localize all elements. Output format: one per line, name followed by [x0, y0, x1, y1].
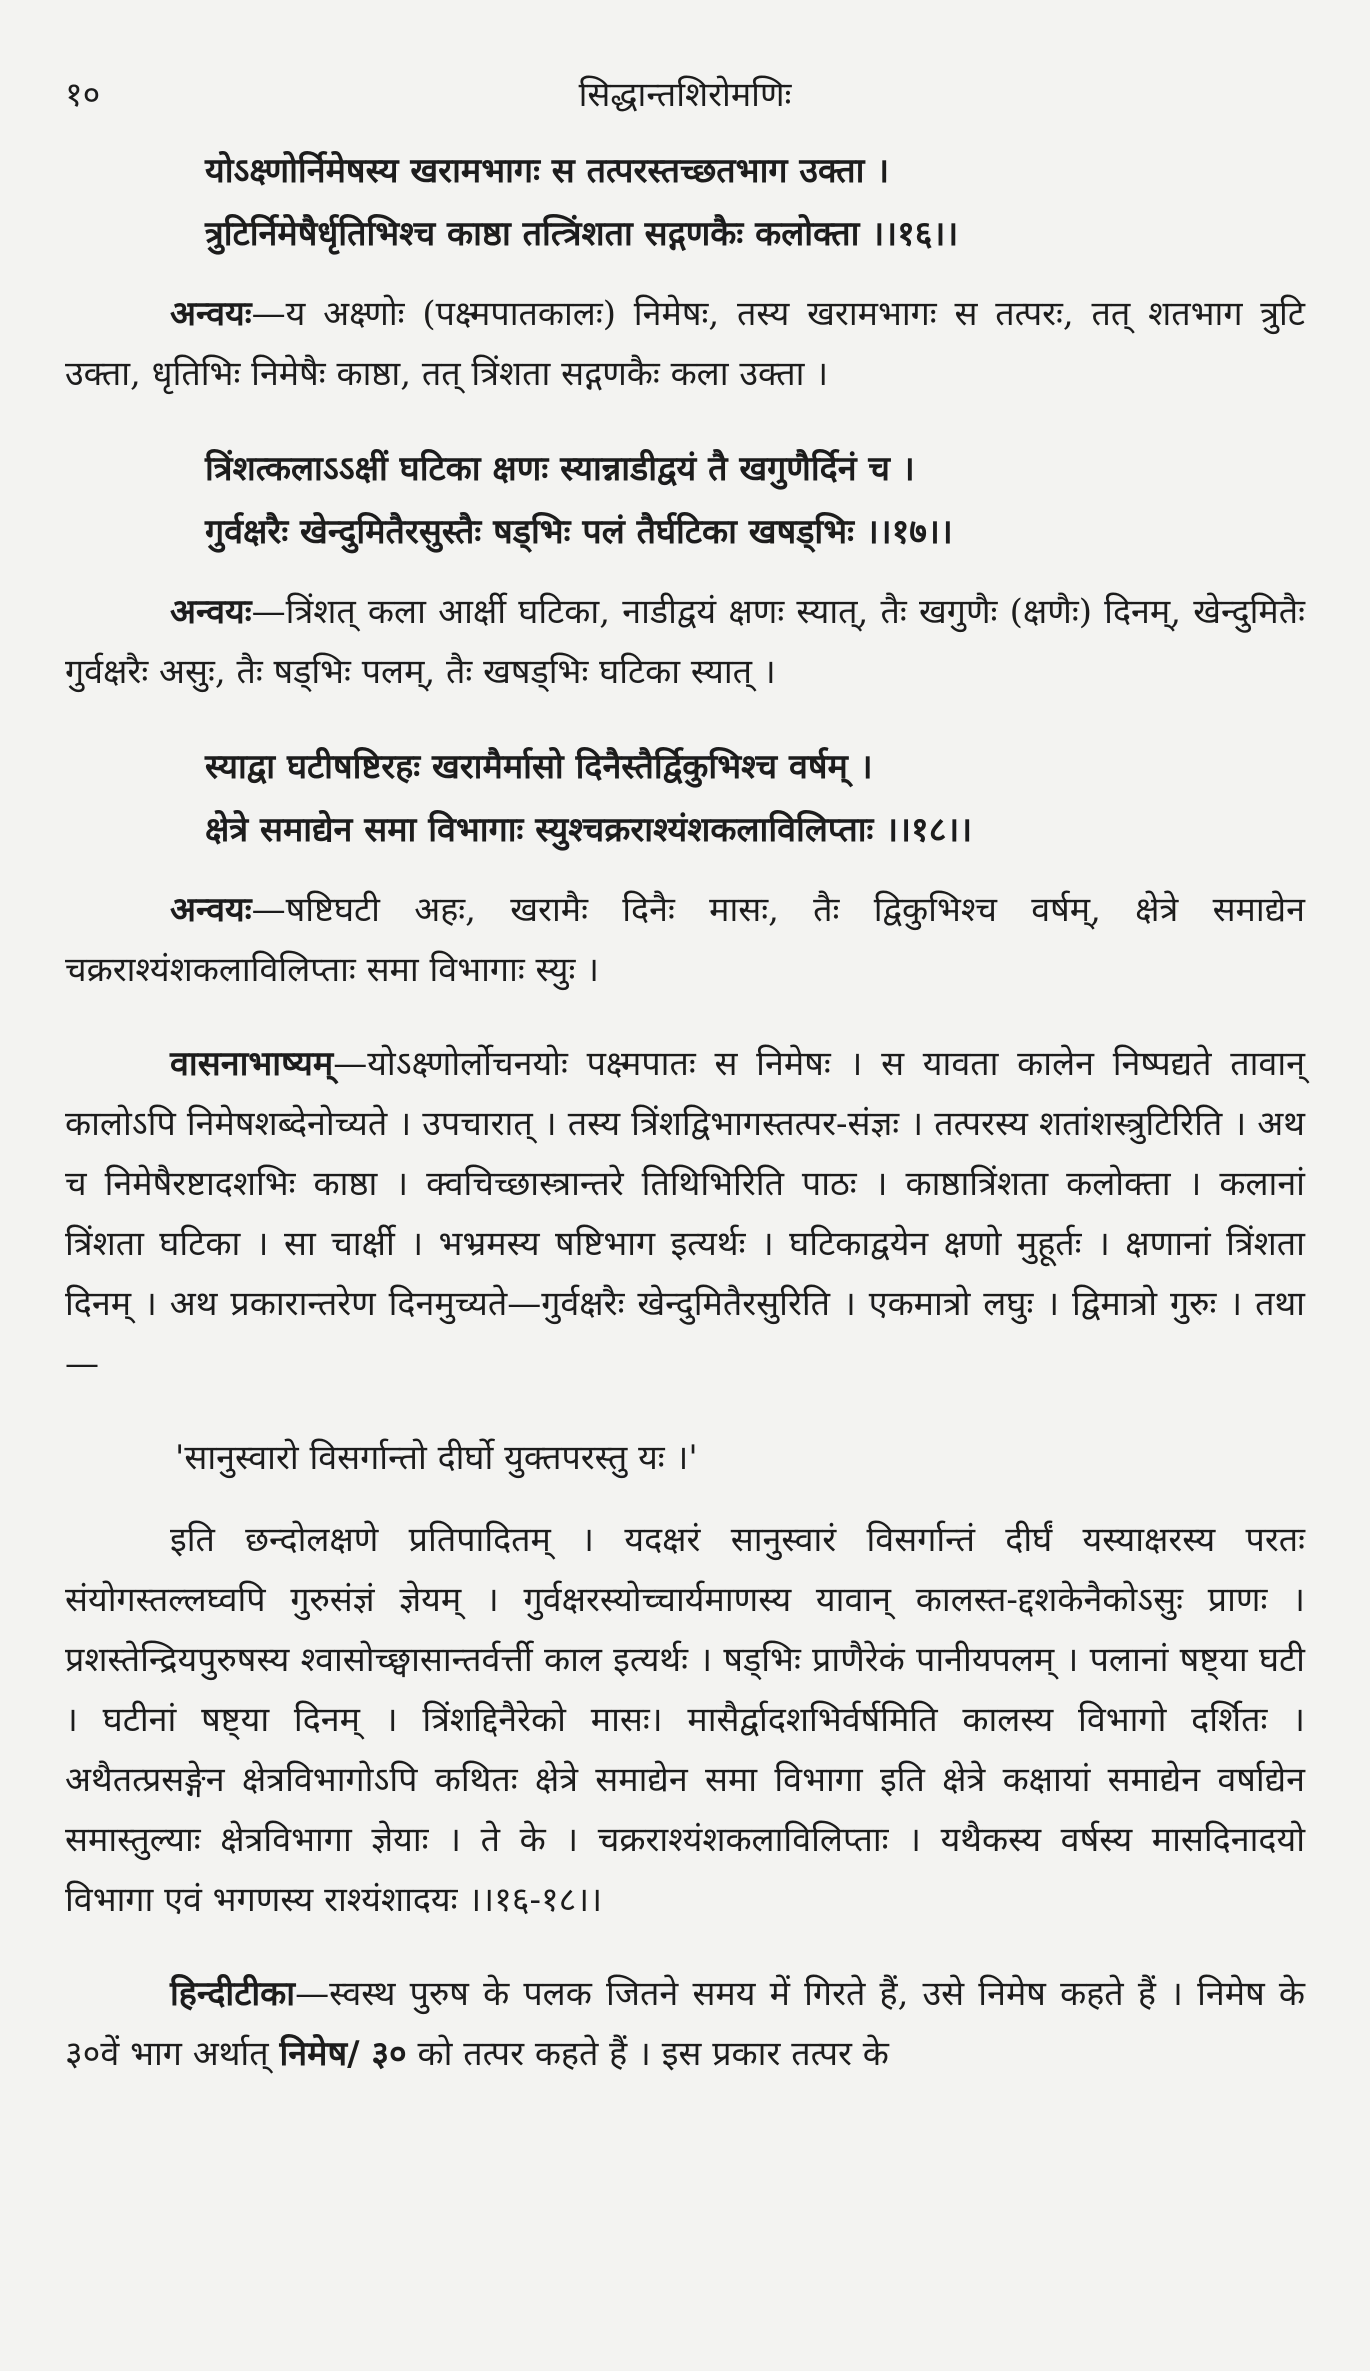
anvaya-label: अन्वयः [170, 890, 252, 930]
verse-18 [65, 736, 1305, 862]
running-title: सिद्धान्तशिरोमणिः [578, 75, 792, 115]
anvaya-label: अन्वयः [170, 592, 252, 632]
hindi-label: हिन्दीटीका [170, 1974, 296, 2014]
anvaya-label: अन्वयः [170, 294, 252, 334]
anvaya-16 [65, 284, 1305, 404]
hindi-text-1: —स्वस्थ पुरुष के पलक जितने समय में गिरते हैं, उसे निमेष कहते हैं । निमेष के ३०वें भाग अर्थात् [65, 1974, 1305, 2074]
anvaya-18 [65, 880, 1305, 1000]
page-header [65, 60, 1305, 120]
vasana-text: —योऽक्ष्णोर्लोचनयोः पक्ष्मपातः स निमेषः । स यावता कालेन निष्पद्यते तावान् कालोऽपि निमेषशब्देनोच्यते । उपचारात् । तस्य त्रिंशद्विभागस्तत्पर-संज्ञः । तत्परस्य शतांशस्त्रुटिरिति । अथ च निमेषैरष्टादशभिः काष्ठा । क्वचिच्छास्त्रान्तरे तिथिभिरिति पाठः । काष्ठात्रिंशता कलोक्ता । कलानां त्रिंशता घटिका । सा चार्क्षी । भभ्रमस्य षष्टिभाग इत्यर्थः । घटिकाद्वयेन क्षणो मुहूर्तः । क्षणानां त्रिंशता दिनम् । अथ प्रकारान्तरेण दिनमुच्यते—गुर्वक्षरैः खेन्दुमितैरसुरिति । एकमात्रो लघुः । द्विमात्रो गुरुः । तथा— [65, 1044, 1305, 1384]
vasana-bhashya [65, 1034, 1305, 1394]
commentary-continued: इति छन्दोलक्षणे प्रतिपादितम् । यदक्षरं सानुस्वारं विसर्गान्तं दीर्घं यस्याक्षरस्य परतः संयोगस्तल्लघ्वपि गुरुसंज्ञं ज्ञेयम् । गुर्वक्षरस्योच्चार्यमाणस्य यावान् कालस्त-द्दशकेनैकोऽसुः प्राणः । प्रशस्तेन्द्रियपुरुषस्य श्वासोच्छ्वासान्तर्वर्त्ती काल इत्यर्थः । षड्भिः प्राणैरेकं पानीयपलम् । पलानां षष्ट्या घटी । घटीनां षष्ट्या दिनम् । त्रिंशद्दिनैरेको मासः। मासैर्द्वादशभिर्वर्षमिति कालस्य विभागो दर्शितः । अथैतत्प्रसङ्गेन क्षेत्रविभागोऽपि कथितः क्षेत्रे समाद्येन समा विभागा इति क्षेत्रे कक्षायां समाद्येन वर्षाद्येन समास्तुल्याः क्षेत्रविभागा ज्ञेयाः । ते के । चक्रराश्यंशकलाविलिप्ताः । यथैकस्य वर्षस्य मासदिनादयो विभागा एवं भगणस्य राश्यंशादयः ।।१६-१८।। [65, 1520, 1305, 1920]
anvaya-text: —त्रिंशत् कला आर्क्षी घटिका, नाडीद्वयं क्षणः स्यात्, तैः खगुणैः (क्षणैः) दिनम्, खेन्दुमितैः गुर्वक्षरैः असुः, तैः षड्भिः पलम्, तैः खषड्भिः घटिका स्यात् । [65, 592, 1305, 692]
hindi-bold-term: निमेष/ ३० [279, 2034, 407, 2074]
verse-line: त्रिंशत्कलाऽऽक्षीं घटिका क्षणः स्यान्नाडीद्वयं तै खगुणैर्दिनं च । [205, 449, 915, 489]
page-number: १० [65, 75, 101, 115]
verse-line: क्षेत्रे समाद्येन समा विभागाः स्युश्चक्रराश्यंशकलाविलिप्ताः ।।१८।। [205, 810, 973, 850]
quoted-verse: 'सानुस्वारो विसर्गान्तो दीर्घो युक्तपरस्तु यः ।' [175, 1438, 698, 1478]
verse-17 [65, 438, 1305, 564]
anvaya-17 [65, 582, 1305, 702]
anvaya-text: —षष्टिघटी अहः, खरामैः दिनैः मासः, तैः द्विकुभिश्च वर्षम्, क्षेत्रे समाद्येन चक्रराश्यंशकलाविलिप्ताः समा विभागाः स्युः । [65, 890, 1305, 990]
verse-line: गुर्वक्षरैः खेन्दुमितैरसुस्तैः षड्भिः पलं तैर्घटिका खषड्भिः ।।१७।। [205, 512, 953, 552]
verse-line: योऽक्ष्णोर्निमेषस्य खरामभागः स तत्परस्तच्छतभाग उक्ता । [205, 151, 890, 191]
verse-line: त्रुटिर्निमेषैर्धृतिभिश्च काष्ठा तत्त्रिंशता सद्गणकैः कलोक्ता ।।१६।। [205, 214, 959, 254]
vasana-label: वासनाभाष्यम् [170, 1044, 334, 1084]
hindi-tika [65, 1964, 1305, 2084]
hindi-text-2: को तत्पर कहते हैं । इस प्रकार तत्पर के [406, 2034, 889, 2074]
verse-line: स्याद्वा घटीषष्टिरहः खरामैर्मासो दिनैस्तैर्द्विकुभिश्च वर्षम् । [205, 747, 873, 787]
anvaya-text: —य अक्ष्णोः (पक्ष्मपातकालः) निमेषः, तस्य खरामभागः स तत्परः, तत् शतभाग त्रुटि उक्ता, धृतिभिः निमेषैः काष्ठा, तत् त्रिंशता सद्गणकैः कला उक्ता । [65, 294, 1305, 394]
verse-16 [65, 140, 1305, 266]
